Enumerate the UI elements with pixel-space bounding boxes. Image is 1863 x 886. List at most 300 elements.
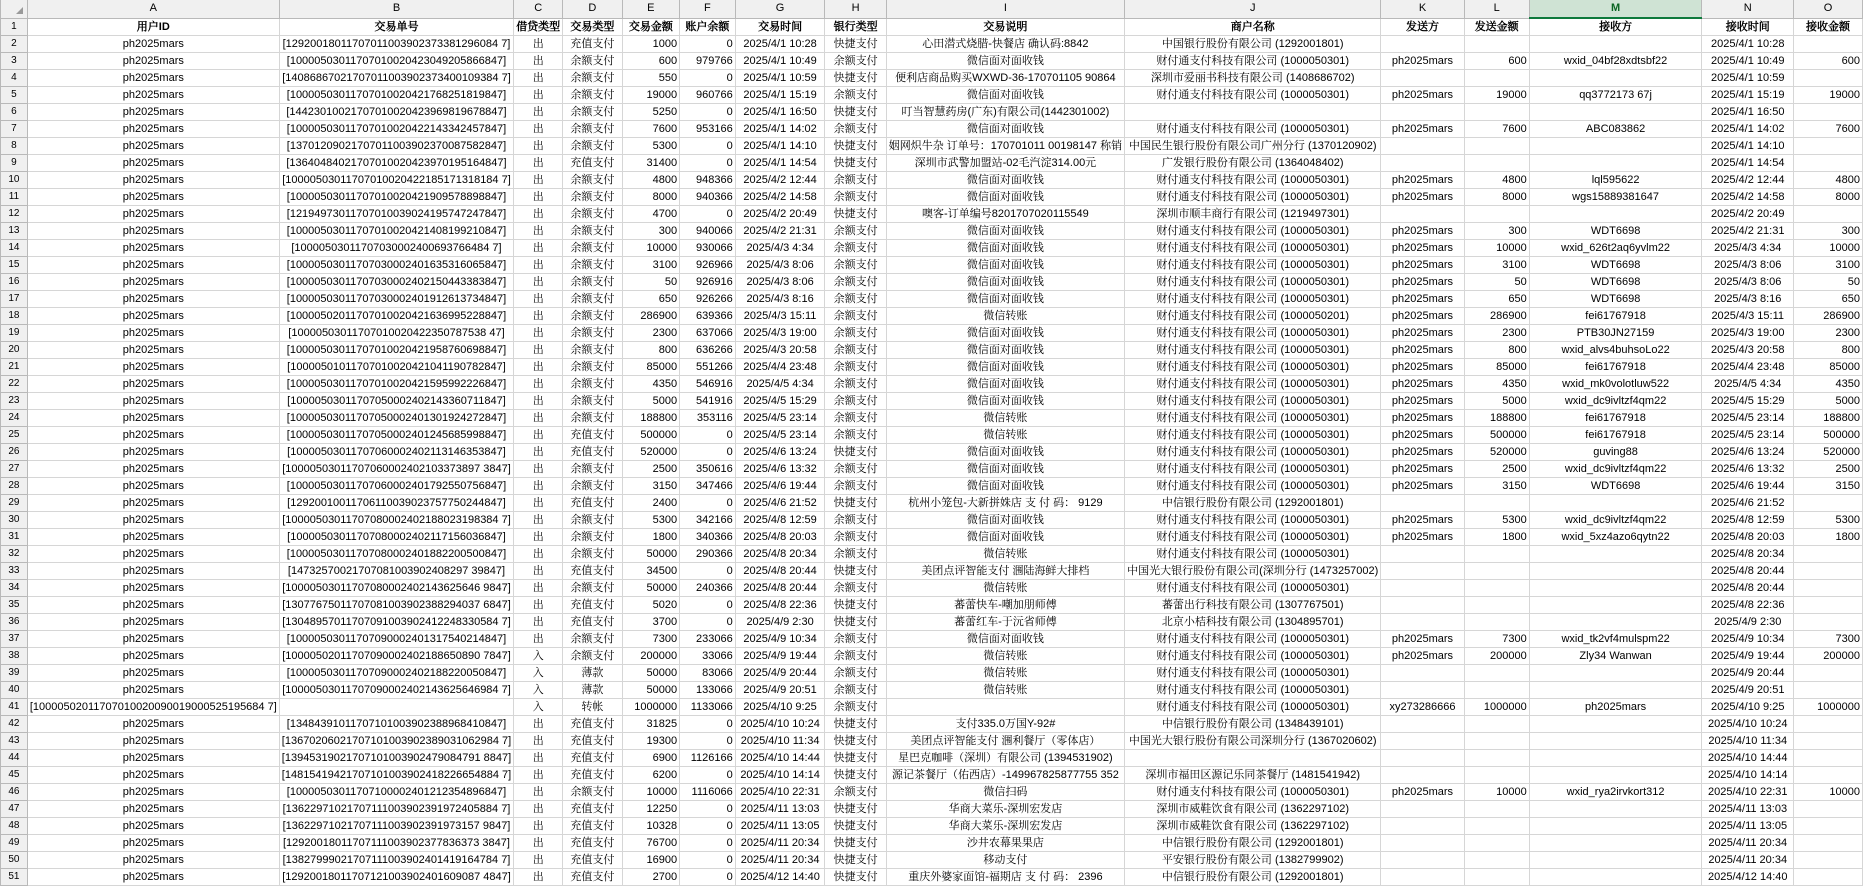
- table-cell[interactable]: 快捷支付: [825, 715, 886, 732]
- row-header[interactable]: 47: [1, 800, 28, 817]
- table-cell[interactable]: 50: [622, 273, 680, 290]
- table-cell[interactable]: 余额支付: [825, 511, 886, 528]
- table-cell[interactable]: [10000503011707010020421909578898847]: [279, 188, 513, 205]
- table-cell[interactable]: 2025/4/1 14:10: [1702, 137, 1794, 154]
- table-cell[interactable]: fei61767918: [1529, 426, 1702, 443]
- table-cell[interactable]: 出: [514, 86, 563, 103]
- table-cell[interactable]: [1794, 681, 1863, 698]
- table-cell[interactable]: 926966: [680, 256, 736, 273]
- table-cell[interactable]: 余额支付: [563, 409, 622, 426]
- table-row[interactable]: [1, 460, 1863, 477]
- table-row[interactable]: [1, 613, 1863, 630]
- table-cell[interactable]: ph2025mars: [27, 154, 279, 171]
- table-cell[interactable]: 快捷支付: [825, 494, 886, 511]
- table-cell[interactable]: 4800: [622, 171, 680, 188]
- table-cell[interactable]: 2300: [1464, 324, 1529, 341]
- row-header[interactable]: 35: [1, 596, 28, 613]
- table-cell[interactable]: 31825: [622, 715, 680, 732]
- column-title-cell[interactable]: 发送金额: [1464, 18, 1529, 35]
- table-cell[interactable]: 出: [514, 375, 563, 392]
- column-title-cell[interactable]: 接收方: [1529, 18, 1702, 35]
- table-cell[interactable]: 2025/4/3 8:06: [1702, 256, 1794, 273]
- table-cell[interactable]: 余额支付: [825, 341, 886, 358]
- table-row[interactable]: [1, 341, 1863, 358]
- table-cell[interactable]: 余额支付: [563, 528, 622, 545]
- table-cell[interactable]: 2025/4/10 14:14: [735, 766, 825, 783]
- row-header[interactable]: 4: [1, 69, 28, 86]
- row-header[interactable]: 21: [1, 358, 28, 375]
- table-cell[interactable]: 2025/4/5 23:14: [1702, 409, 1794, 426]
- table-cell[interactable]: [10000502011707090002402188650890 7847]: [279, 647, 513, 664]
- table-cell[interactable]: [1381, 562, 1464, 579]
- row-header[interactable]: 34: [1, 579, 28, 596]
- table-cell[interactable]: 0: [680, 732, 736, 749]
- table-cell[interactable]: [13945319021707101003902479084791 8847]: [279, 749, 513, 766]
- table-cell[interactable]: 2025/4/8 22:36: [1702, 596, 1794, 613]
- table-cell[interactable]: 50: [1464, 273, 1529, 290]
- table-cell[interactable]: 杭州小笼包-大新拼姝店 支 付 码： 9129: [886, 494, 1124, 511]
- row-header[interactable]: 16: [1, 273, 28, 290]
- table-cell[interactable]: 3100: [1794, 256, 1863, 273]
- table-cell[interactable]: 出: [514, 715, 563, 732]
- table-cell[interactable]: 出: [514, 188, 563, 205]
- table-cell[interactable]: 2025/4/1 16:50: [1702, 103, 1794, 120]
- table-cell[interactable]: [1529, 205, 1702, 222]
- table-cell[interactable]: [1464, 613, 1529, 630]
- table-cell[interactable]: 2500: [622, 460, 680, 477]
- table-cell[interactable]: ph2025mars: [27, 851, 279, 868]
- table-cell[interactable]: Zly34 Wanwan: [1529, 647, 1702, 664]
- table-cell[interactable]: 300: [1464, 222, 1529, 239]
- row-header[interactable]: 31: [1, 528, 28, 545]
- table-cell[interactable]: 余额支付: [563, 392, 622, 409]
- table-cell[interactable]: 0: [680, 613, 736, 630]
- table-row[interactable]: [1, 664, 1863, 681]
- table-cell[interactable]: [1381, 494, 1464, 511]
- table-row[interactable]: [1, 749, 1863, 766]
- row-header[interactable]: 33: [1, 562, 28, 579]
- table-cell[interactable]: 余额支付: [563, 205, 622, 222]
- table-cell[interactable]: [1794, 868, 1863, 885]
- table-cell[interactable]: [10000502011707010020421636995228847]: [279, 307, 513, 324]
- table-cell[interactable]: 广发银行股份有限公司 (1364048402): [1125, 154, 1381, 171]
- table-cell[interactable]: ph2025mars: [1381, 375, 1464, 392]
- table-cell[interactable]: 微信面对面收钱: [886, 222, 1124, 239]
- table-cell[interactable]: [13622971021707111003902391972405884 7]: [279, 800, 513, 817]
- table-cell[interactable]: 出: [514, 171, 563, 188]
- table-cell[interactable]: 2025/4/2 20:49: [1702, 205, 1794, 222]
- table-cell[interactable]: 3150: [1794, 477, 1863, 494]
- table-cell[interactable]: 0: [680, 426, 736, 443]
- table-cell[interactable]: 926916: [680, 273, 736, 290]
- table-cell[interactable]: 叮当智慧药房(广东)有限公司(1442301002): [886, 103, 1124, 120]
- table-cell[interactable]: 财付通支付科技有限公司 (1000050301): [1125, 698, 1381, 715]
- table-cell[interactable]: [1381, 766, 1464, 783]
- table-cell[interactable]: ph2025mars: [27, 460, 279, 477]
- table-cell[interactable]: wxid_rya2irvkort312: [1529, 783, 1702, 800]
- table-cell[interactable]: 2025/4/5 23:14: [1702, 426, 1794, 443]
- column-title-cell[interactable]: 接收金额: [1794, 18, 1863, 35]
- column-header-i[interactable]: I: [886, 0, 1124, 18]
- table-cell[interactable]: [1794, 732, 1863, 749]
- row-header[interactable]: 42: [1, 715, 28, 732]
- table-cell[interactable]: [1381, 681, 1464, 698]
- table-cell[interactable]: [13827999021707111003902401419164784 7]: [279, 851, 513, 868]
- table-cell[interactable]: 出: [514, 69, 563, 86]
- table-cell[interactable]: ph2025mars: [27, 868, 279, 885]
- table-cell[interactable]: 2025/4/9 10:34: [735, 630, 825, 647]
- table-cell[interactable]: 财付通支付科技有限公司 (1000050301): [1125, 324, 1381, 341]
- table-cell[interactable]: 2025/4/11 20:34: [735, 851, 825, 868]
- table-cell[interactable]: [13484391011707101003902388968410847]: [279, 715, 513, 732]
- table-cell[interactable]: ph2025mars: [27, 103, 279, 120]
- table-row[interactable]: [1, 732, 1863, 749]
- table-cell[interactable]: 800: [1794, 341, 1863, 358]
- table-cell[interactable]: 85000: [1794, 358, 1863, 375]
- table-cell[interactable]: 财付通支付科技有限公司 (1000050301): [1125, 511, 1381, 528]
- table-cell[interactable]: 出: [514, 307, 563, 324]
- table-cell[interactable]: 余额支付: [825, 120, 886, 137]
- table-cell[interactable]: 240366: [680, 579, 736, 596]
- table-cell[interactable]: 财付通支付科技有限公司 (1000050301): [1125, 426, 1381, 443]
- table-cell[interactable]: ph2025mars: [27, 834, 279, 851]
- table-cell[interactable]: ph2025mars: [1381, 256, 1464, 273]
- table-cell[interactable]: 出: [514, 817, 563, 834]
- table-cell[interactable]: 6900: [622, 749, 680, 766]
- table-cell[interactable]: [1794, 545, 1863, 562]
- column-title-cell[interactable]: 用户ID: [27, 18, 279, 35]
- table-cell[interactable]: 出: [514, 528, 563, 545]
- table-cell[interactable]: 快捷支付: [825, 35, 886, 52]
- table-cell[interactable]: 中信银行股份有限公司 (1348439101): [1125, 715, 1381, 732]
- table-cell[interactable]: 50000: [622, 545, 680, 562]
- column-header-f[interactable]: F: [680, 0, 736, 18]
- table-cell[interactable]: ph2025mars: [27, 443, 279, 460]
- column-title-cell[interactable]: 借贷类型: [514, 18, 563, 35]
- table-cell[interactable]: 0: [680, 834, 736, 851]
- table-cell[interactable]: ph2025mars: [27, 392, 279, 409]
- table-cell[interactable]: ph2025mars: [27, 596, 279, 613]
- column-header-d[interactable]: D: [563, 0, 622, 18]
- table-cell[interactable]: [1794, 817, 1863, 834]
- table-cell[interactable]: 便利店商品购买WXWD-36-170701105 90864: [886, 69, 1124, 86]
- table-cell[interactable]: 7300: [1464, 630, 1529, 647]
- table-cell[interactable]: 2300: [1794, 324, 1863, 341]
- table-cell[interactable]: ph2025mars: [1381, 409, 1464, 426]
- table-cell[interactable]: ph2025mars: [1381, 86, 1464, 103]
- table-cell[interactable]: 0: [680, 137, 736, 154]
- table-cell[interactable]: 2025/4/8 12:59: [735, 511, 825, 528]
- table-cell[interactable]: 财付通支付科技有限公司 (1000050301): [1125, 477, 1381, 494]
- table-cell[interactable]: wxid_dc9ivltzf4qm22: [1529, 392, 1702, 409]
- table-row[interactable]: [1, 137, 1863, 154]
- table-cell[interactable]: 出: [514, 324, 563, 341]
- table-cell[interactable]: 北京小桔科技有限公司 (1304895701): [1125, 613, 1381, 630]
- row-header[interactable]: 45: [1, 766, 28, 783]
- table-cell[interactable]: 2025/4/6 13:32: [1702, 460, 1794, 477]
- column-title-cell[interactable]: 账户余额: [680, 18, 736, 35]
- table-cell[interactable]: 出: [514, 579, 563, 596]
- table-cell[interactable]: 290366: [680, 545, 736, 562]
- table-cell[interactable]: 2025/4/9 20:51: [735, 681, 825, 698]
- table-cell[interactable]: 财付通支付科技有限公司 (1000050301): [1125, 171, 1381, 188]
- table-cell[interactable]: 出: [514, 409, 563, 426]
- table-cell[interactable]: 8000: [622, 188, 680, 205]
- table-cell[interactable]: 余额支付: [563, 69, 622, 86]
- table-cell[interactable]: [12920018011707011003902373381296084 7]: [279, 35, 513, 52]
- table-cell[interactable]: 0: [680, 800, 736, 817]
- table-cell[interactable]: 快捷支付: [825, 749, 886, 766]
- table-cell[interactable]: 2025/4/1 15:19: [735, 86, 825, 103]
- table-cell[interactable]: [1794, 103, 1863, 120]
- table-cell[interactable]: 余额支付: [563, 647, 622, 664]
- table-cell[interactable]: [1464, 154, 1529, 171]
- table-cell[interactable]: ph2025mars: [1381, 443, 1464, 460]
- table-cell[interactable]: 微信面对面收钱: [886, 528, 1124, 545]
- table-cell[interactable]: ph2025mars: [1381, 392, 1464, 409]
- row-header[interactable]: 24: [1, 409, 28, 426]
- table-cell[interactable]: 充值支付: [563, 766, 622, 783]
- column-title-cell[interactable]: 交易类型: [563, 18, 622, 35]
- table-cell[interactable]: 余额支付: [563, 290, 622, 307]
- table-cell[interactable]: 出: [514, 426, 563, 443]
- table-cell[interactable]: 83066: [680, 664, 736, 681]
- column-header-c[interactable]: C: [514, 0, 563, 18]
- table-cell[interactable]: [1464, 851, 1529, 868]
- table-cell[interactable]: ph2025mars: [27, 188, 279, 205]
- table-cell[interactable]: wxid_5xz4azo6qytn22: [1529, 528, 1702, 545]
- table-cell[interactable]: [10000503011707030002401912613734847]: [279, 290, 513, 307]
- table-cell[interactable]: 600: [1794, 52, 1863, 69]
- table-cell[interactable]: [1464, 766, 1529, 783]
- table-cell[interactable]: [13670206021707101003902389031062984 7]: [279, 732, 513, 749]
- table-cell[interactable]: 2025/4/2 21:31: [1702, 222, 1794, 239]
- table-cell[interactable]: [10000503011707080002402117156036847]: [279, 528, 513, 545]
- table-cell[interactable]: [10000503011707080002402188023198384 7]: [279, 511, 513, 528]
- table-cell[interactable]: 4350: [1794, 375, 1863, 392]
- table-cell[interactable]: [1381, 715, 1464, 732]
- table-cell[interactable]: 余额支付: [825, 273, 886, 290]
- table-cell[interactable]: 19000: [1794, 86, 1863, 103]
- table-cell[interactable]: 中信银行股份有限公司 (1292001801): [1125, 834, 1381, 851]
- table-row[interactable]: [1, 239, 1863, 256]
- table-row[interactable]: [1, 647, 1863, 664]
- table-cell[interactable]: 微信面对面收钱: [886, 188, 1124, 205]
- table-cell[interactable]: 余额支付: [825, 528, 886, 545]
- table-cell[interactable]: 5000: [1464, 392, 1529, 409]
- table-cell[interactable]: 深圳市顺丰商行有限公司 (1219497301): [1125, 205, 1381, 222]
- table-cell[interactable]: ph2025mars: [27, 307, 279, 324]
- table-row[interactable]: [1, 324, 1863, 341]
- table-cell[interactable]: 出: [514, 749, 563, 766]
- table-cell[interactable]: 充值支付: [563, 834, 622, 851]
- table-cell[interactable]: 7600: [1464, 120, 1529, 137]
- table-cell[interactable]: 342166: [680, 511, 736, 528]
- table-row[interactable]: [1, 409, 1863, 426]
- column-title-cell[interactable]: 交易时间: [735, 18, 825, 35]
- table-cell[interactable]: 出: [514, 834, 563, 851]
- table-cell[interactable]: [1381, 545, 1464, 562]
- table-cell[interactable]: [1794, 35, 1863, 52]
- table-cell[interactable]: 2025/4/6 19:44: [735, 477, 825, 494]
- table-cell[interactable]: 余额支付: [563, 239, 622, 256]
- row-header[interactable]: 15: [1, 256, 28, 273]
- table-cell[interactable]: ph2025mars: [27, 69, 279, 86]
- table-cell[interactable]: 余额支付: [825, 239, 886, 256]
- table-cell[interactable]: 2025/4/1 14:02: [1702, 120, 1794, 137]
- table-cell[interactable]: 0: [680, 562, 736, 579]
- table-row[interactable]: [1, 477, 1863, 494]
- table-cell[interactable]: ph2025mars: [27, 817, 279, 834]
- table-cell[interactable]: 薄款: [563, 664, 622, 681]
- table-cell[interactable]: 出: [514, 868, 563, 885]
- table-cell[interactable]: ph2025mars: [27, 341, 279, 358]
- table-cell[interactable]: 5250: [622, 103, 680, 120]
- table-cell[interactable]: 快捷支付: [825, 766, 886, 783]
- table-cell[interactable]: 充值支付: [563, 715, 622, 732]
- table-cell[interactable]: 2025/4/5 23:14: [735, 426, 825, 443]
- table-cell[interactable]: ph2025mars: [27, 375, 279, 392]
- table-row[interactable]: [1, 596, 1863, 613]
- table-cell[interactable]: 2025/4/5 4:34: [735, 375, 825, 392]
- table-cell[interactable]: 1126166: [680, 749, 736, 766]
- table-cell[interactable]: 出: [514, 222, 563, 239]
- table-cell[interactable]: ph2025mars: [27, 562, 279, 579]
- table-cell[interactable]: 286900: [622, 307, 680, 324]
- table-cell[interactable]: 财付通支付科技有限公司 (1000050301): [1125, 188, 1381, 205]
- table-cell[interactable]: 5000: [1794, 392, 1863, 409]
- table-cell[interactable]: 2025/4/1 10:49: [735, 52, 825, 69]
- table-cell[interactable]: 出: [514, 800, 563, 817]
- table-cell[interactable]: ph2025mars: [1381, 307, 1464, 324]
- table-cell[interactable]: ph2025mars: [27, 800, 279, 817]
- table-cell[interactable]: 出: [514, 732, 563, 749]
- table-cell[interactable]: 188800: [1464, 409, 1529, 426]
- table-cell[interactable]: 2025/4/11 13:05: [1702, 817, 1794, 834]
- table-cell[interactable]: [1381, 732, 1464, 749]
- table-row[interactable]: [1, 120, 1863, 137]
- table-cell[interactable]: wxid_tk2vf4mulspm22: [1529, 630, 1702, 647]
- table-cell[interactable]: 余额支付: [563, 307, 622, 324]
- table-cell[interactable]: 出: [514, 545, 563, 562]
- table-cell[interactable]: 财付通支付科技有限公司 (1000050301): [1125, 392, 1381, 409]
- table-cell[interactable]: 4800: [1464, 171, 1529, 188]
- table-cell[interactable]: wgs15889381647: [1529, 188, 1702, 205]
- table-cell[interactable]: ph2025mars: [27, 137, 279, 154]
- table-cell[interactable]: 余额支付: [563, 341, 622, 358]
- row-header[interactable]: 12: [1, 205, 28, 222]
- table-cell[interactable]: 微信面对面收钱: [886, 120, 1124, 137]
- table-cell[interactable]: [10000503011707050002401301924272847]: [279, 409, 513, 426]
- table-cell[interactable]: 充值支付: [563, 732, 622, 749]
- table-cell[interactable]: ph2025mars: [27, 494, 279, 511]
- table-cell[interactable]: [1794, 851, 1863, 868]
- table-cell[interactable]: 2025/4/3 20:58: [735, 341, 825, 358]
- table-cell[interactable]: WDT6698: [1529, 477, 1702, 494]
- table-cell[interactable]: 快捷支付: [825, 596, 886, 613]
- table-cell[interactable]: 286900: [1464, 307, 1529, 324]
- table-cell[interactable]: [1529, 834, 1702, 851]
- table-cell[interactable]: 2025/4/10 10:24: [735, 715, 825, 732]
- table-cell[interactable]: 8000: [1794, 188, 1863, 205]
- table-cell[interactable]: 出: [514, 205, 563, 222]
- table-cell[interactable]: 2025/4/11 20:34: [1702, 851, 1794, 868]
- table-cell[interactable]: ph2025mars: [27, 239, 279, 256]
- table-cell[interactable]: [1381, 103, 1464, 120]
- table-cell[interactable]: 1800: [1464, 528, 1529, 545]
- table-cell[interactable]: 2025/4/9 19:44: [735, 647, 825, 664]
- table-cell[interactable]: 余额支付: [825, 630, 886, 647]
- table-cell[interactable]: 2025/4/1 10:28: [735, 35, 825, 52]
- table-cell[interactable]: 2025/4/1 14:54: [735, 154, 825, 171]
- table-cell[interactable]: [1529, 868, 1702, 885]
- table-cell[interactable]: 500000: [1464, 426, 1529, 443]
- table-cell[interactable]: [10000502011707010020090019000525195684 7]: [27, 698, 279, 715]
- table-cell[interactable]: WDT6698: [1529, 273, 1702, 290]
- table-cell[interactable]: 2025/4/8 20:44: [735, 579, 825, 596]
- table-cell[interactable]: 1000000: [1464, 698, 1529, 715]
- table-row[interactable]: [1, 528, 1863, 545]
- table-cell[interactable]: ph2025mars: [27, 630, 279, 647]
- table-cell[interactable]: ABC083862: [1529, 120, 1702, 137]
- table-cell[interactable]: 2025/4/3 19:00: [735, 324, 825, 341]
- table-cell[interactable]: 2025/4/6 13:24: [735, 443, 825, 460]
- table-cell[interactable]: 2025/4/8 20:34: [735, 545, 825, 562]
- table-cell[interactable]: 16900: [622, 851, 680, 868]
- column-title-cell[interactable]: 银行类型: [825, 18, 886, 35]
- table-cell[interactable]: 7300: [622, 630, 680, 647]
- table-cell[interactable]: 2300: [622, 324, 680, 341]
- table-cell[interactable]: 财付通支付科技有限公司 (1000050301): [1125, 120, 1381, 137]
- table-cell[interactable]: [1794, 205, 1863, 222]
- table-cell[interactable]: ph2025mars: [27, 358, 279, 375]
- table-cell[interactable]: WDT6698: [1529, 290, 1702, 307]
- table-cell[interactable]: 入: [514, 698, 563, 715]
- table-cell[interactable]: [14086867021707011003902373400109384 7]: [279, 69, 513, 86]
- table-row[interactable]: [1, 307, 1863, 324]
- table-cell[interactable]: 出: [514, 477, 563, 494]
- table-cell[interactable]: 微信面对面收钱: [886, 511, 1124, 528]
- table-cell[interactable]: [10000503011707010020422350787538 47]: [279, 324, 513, 341]
- table-cell[interactable]: 出: [514, 443, 563, 460]
- table-cell[interactable]: 636266: [680, 341, 736, 358]
- table-cell[interactable]: 心田潜式烧腊-快餐店 确认码:8842: [886, 35, 1124, 52]
- table-cell[interactable]: [10000503011707010020421958760698847]: [279, 341, 513, 358]
- table-cell[interactable]: 2025/4/1 14:10: [735, 137, 825, 154]
- table-cell[interactable]: 8000: [1464, 188, 1529, 205]
- table-cell[interactable]: 快捷支付: [825, 817, 886, 834]
- table-cell[interactable]: [1381, 851, 1464, 868]
- table-cell[interactable]: 华商大菜乐-深圳宏发店: [886, 800, 1124, 817]
- table-cell[interactable]: [1381, 205, 1464, 222]
- table-cell[interactable]: 财付通支付科技有限公司 (1000050201): [1125, 307, 1381, 324]
- table-cell[interactable]: 926266: [680, 290, 736, 307]
- table-row[interactable]: [1, 579, 1863, 596]
- table-row[interactable]: [1, 800, 1863, 817]
- table-cell[interactable]: 快捷支付: [825, 613, 886, 630]
- table-cell[interactable]: 美团点评智能支付 涠陆海鲜大排档: [886, 562, 1124, 579]
- table-cell[interactable]: [1529, 69, 1702, 86]
- row-header[interactable]: 8: [1, 137, 28, 154]
- row-header[interactable]: 27: [1, 460, 28, 477]
- table-cell[interactable]: ph2025mars: [1381, 783, 1464, 800]
- table-cell[interactable]: wxid_dc9ivltzf4qm22: [1529, 511, 1702, 528]
- table-cell[interactable]: 余额支付: [563, 120, 622, 137]
- table-cell[interactable]: [1464, 137, 1529, 154]
- table-cell[interactable]: 4800: [1794, 171, 1863, 188]
- table-cell[interactable]: 中国银行股份有限公司 (1292001801): [1125, 35, 1381, 52]
- table-cell[interactable]: 余额支付: [563, 273, 622, 290]
